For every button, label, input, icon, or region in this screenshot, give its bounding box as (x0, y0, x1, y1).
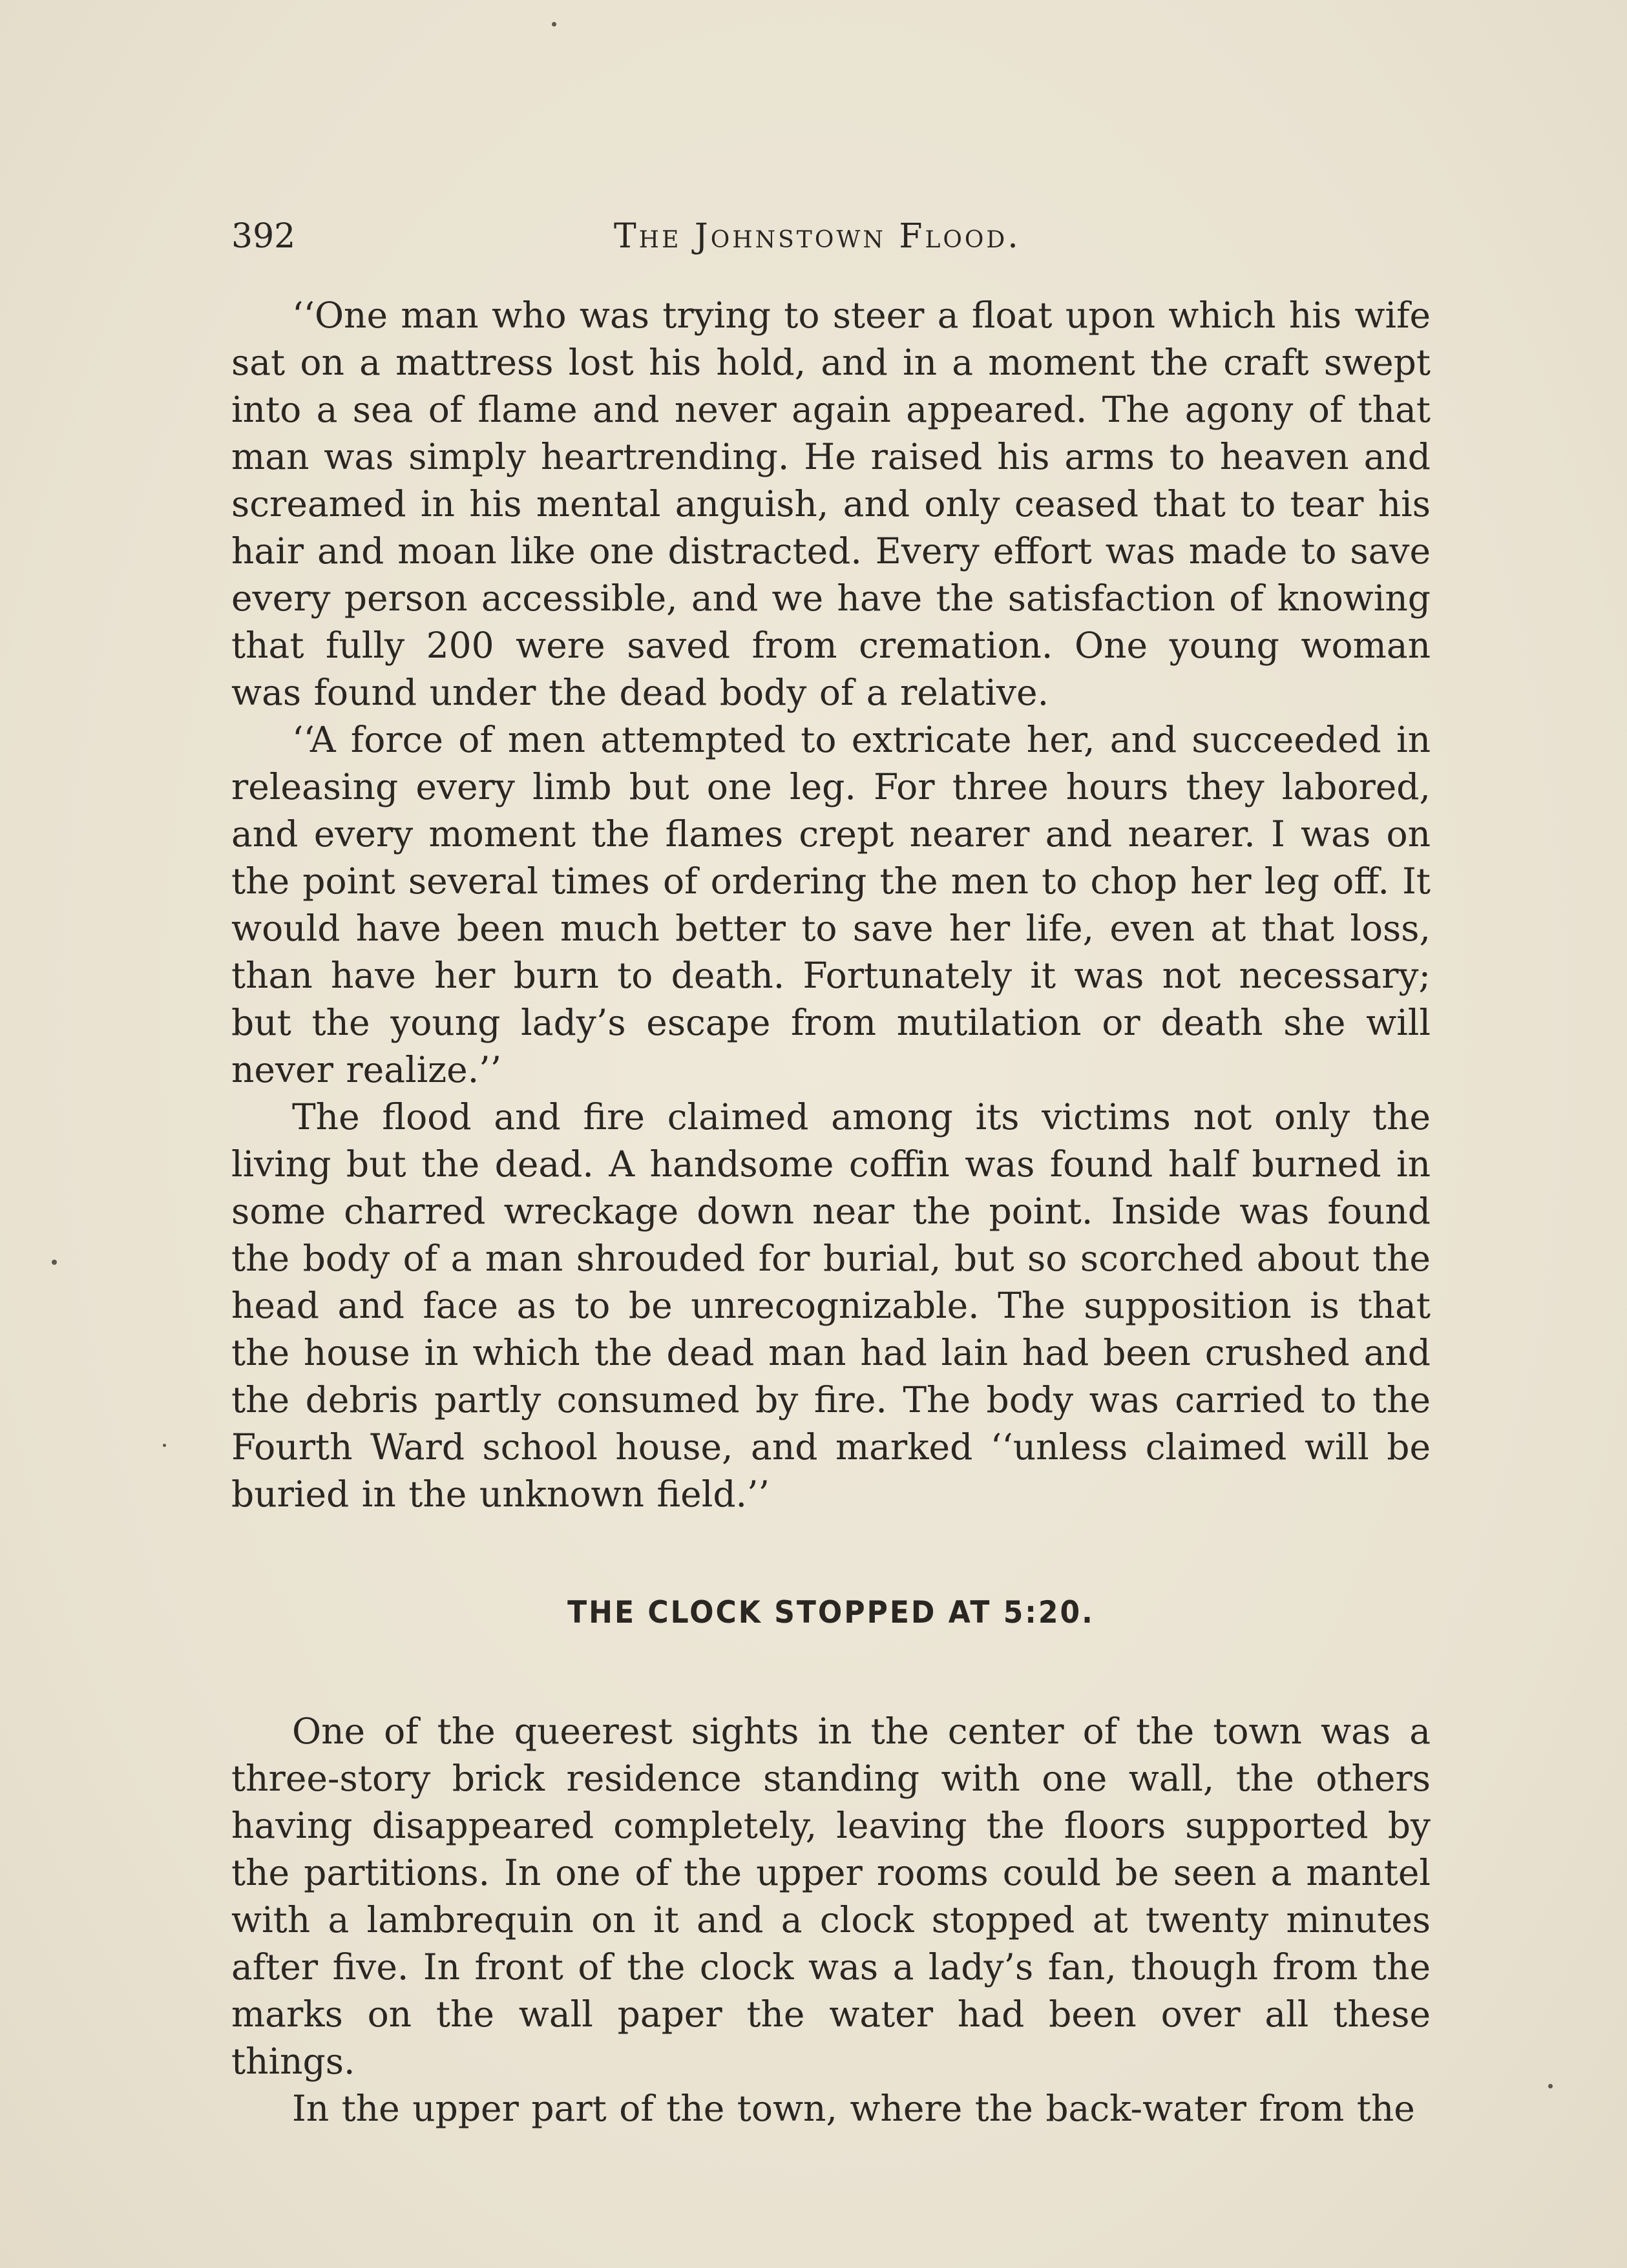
paragraph-3: The flood and fire claimed among its victims not only the living but the dead. A handsome coffin was found half burned in some charred wreckage down near the point. Inside was found the body of a man shrouded for burial, but so scorched about the head and face as to be unrecognizable. The supposition is that the house in which the dead man had lain had been crushed and the debris partly consumed by fire. The body was carried to the Fourth Ward school house, and marked ‘‘unless claimed will be buried in the unknown field.’’ (231, 1096, 1431, 1515)
paragraph-2: ‘‘A force of men attempted to extricate her, and succeeded in releasing every limb but one leg. For three hours they labored, and every moment the flames crept nearer and nearer. I was on the point several times of ordering the men to chop her leg off. It would have been much better to save her life, even at that loss, than have her burn to death. Fortunately it was not necessary; but the young lady’s escape from mutilation or death she will never realize.’’ (231, 719, 1431, 1090)
paper-speck (1548, 2084, 1553, 2088)
paper-speck (163, 1444, 166, 1447)
page-header (231, 211, 1431, 262)
section-heading: THE CLOCK STOPPED AT 5:20. (567, 1594, 1095, 1630)
paper-speck (52, 1260, 57, 1265)
running-head: The Johnstown Flood. (614, 217, 1021, 256)
paragraph-4: One of the queerest sights in the center of the town was a three-story brick residence standing with one wall, the others having disappeared completely, leaving the floors supported by the partitions. In one of the upper rooms could be seen a mantel with a lambrequin on it and a clock stopped at twenty minutes after five. In front of the clock was a lady’s fan, though from the marks on the wall paper the water had been over all these things. (231, 1711, 1431, 2082)
paragraph-1: ‘‘One man who was trying to steer a float upon which his wife sat on a mattress lost his hold, and in a moment the craft swept into a sea of flame and never again appeared. The agony of that man was simply heartrending. He raised his arms to heaven and screamed in his mental anguish, and only ceased that to tear his hair and moan like one distracted. Every effort was made to save every person accessible, and we have the satisfaction of knowing that fully 200 were saved from cremation. One young woman was found under the dead body of a relative. (231, 295, 1431, 713)
body-text (231, 292, 1431, 2132)
page-number: 392 (231, 217, 296, 256)
paper-speck (552, 22, 556, 26)
paragraph-5: In the upper part of the town, where the back-water from the (292, 2088, 1415, 2129)
